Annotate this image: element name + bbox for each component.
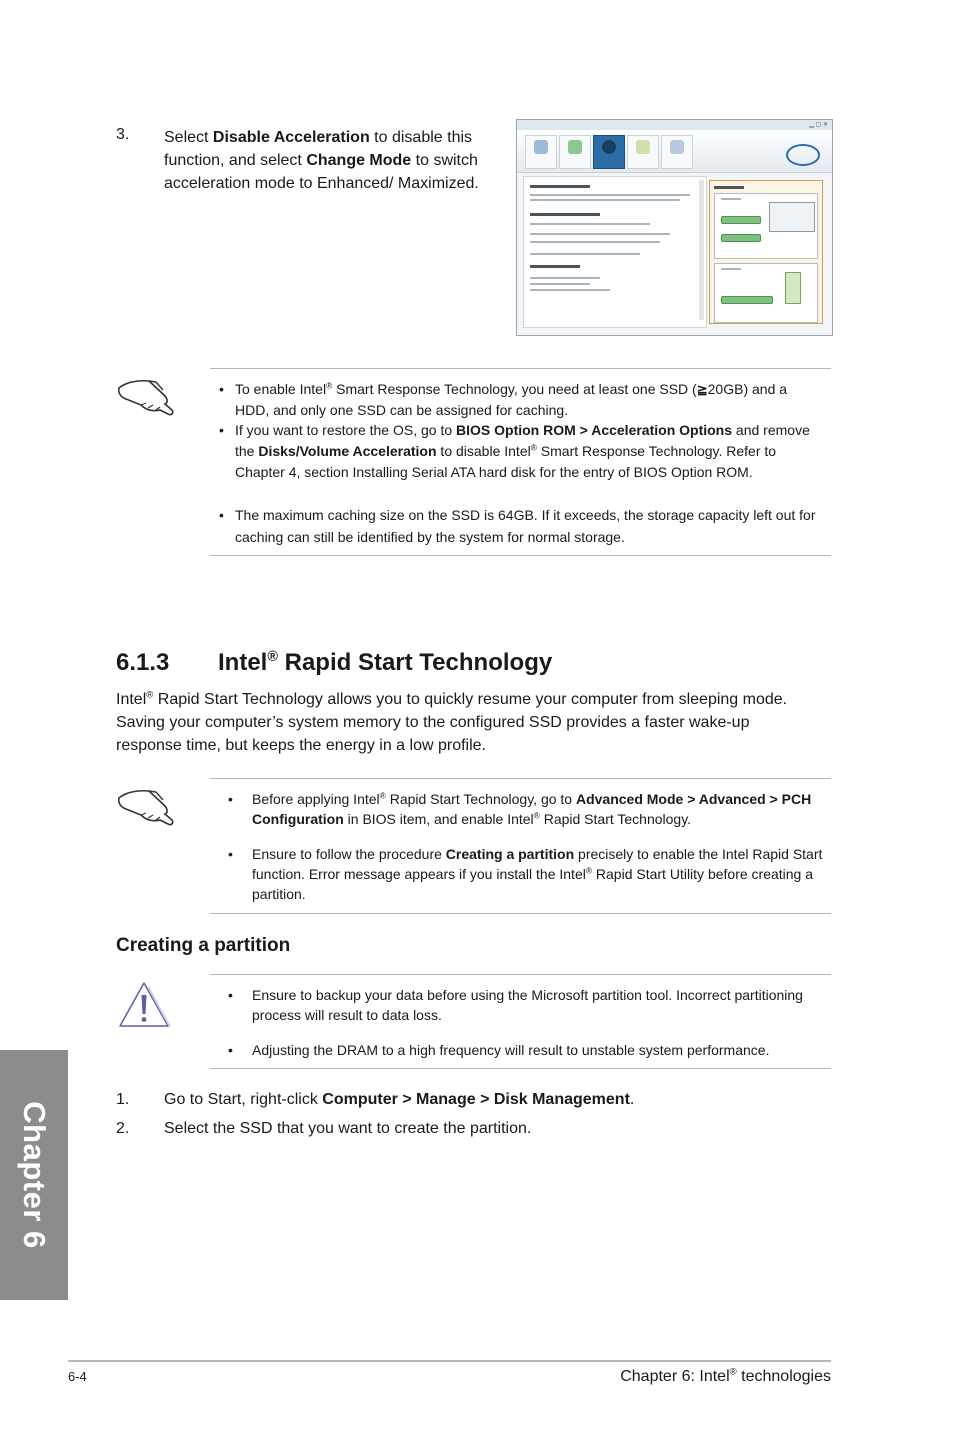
smart-storage-caching-panel bbox=[523, 176, 707, 328]
subheading: Creating a partition bbox=[116, 935, 291, 956]
step-3-text: Select Disable Acceleration to disable this function, and select Change Mode to switch acceleration mode to Enhanced/ Maximized. bbox=[164, 129, 479, 192]
warning-item-1: • Ensure to backup your data before using the Microsoft partition tool. Incorrect partitioning process will result to data loss. bbox=[228, 987, 803, 1023]
accelerate-tab-icon bbox=[593, 135, 625, 169]
section-heading: 6.1.3 Intel® Rapid Start Technology bbox=[116, 649, 553, 676]
warning-icon bbox=[117, 980, 171, 1030]
note-2-top-rule bbox=[210, 778, 831, 779]
page-number: 6-4 bbox=[68, 1369, 87, 1384]
note-1-top-rule bbox=[210, 368, 831, 369]
note-1-bottom-rule bbox=[210, 555, 831, 556]
help-tab-icon bbox=[661, 135, 693, 169]
note-2-bottom-rule bbox=[210, 913, 831, 914]
ssd-panel bbox=[714, 193, 818, 259]
preferences-tab-icon bbox=[627, 135, 659, 169]
manage-tab-icon bbox=[559, 135, 591, 169]
warning-item-2: • Adjusting the DRAM to a high frequency will result to unstable system performance. bbox=[228, 1042, 770, 1058]
note-1-item-3: • The maximum caching size on the SSD is 64GB. If it exceeds, the storage capacity left out for caching can still be identified by the system for normal storage. bbox=[219, 507, 816, 545]
window-controls-icon: ▁ ▢ ✕ bbox=[809, 122, 828, 128]
footer-chapter-title: Chapter 6: Intel® technologies bbox=[620, 1366, 831, 1385]
screenshot-toolbar bbox=[517, 130, 832, 173]
step-1-text: Go to Start, right-click Computer > Manage > Disk Management. bbox=[164, 1091, 635, 1108]
chapter-tab-label: Chapter 6 bbox=[17, 1101, 52, 1249]
step-3-number: 3. bbox=[116, 126, 130, 143]
note-2-item-2: • Ensure to follow the procedure Creating a partition precisely to enable the Intel Rapid Start function. Error message appears if you install the Intel® Rapid Start Utility before creating a partition. bbox=[228, 846, 823, 902]
section-intro-paragraph: Intel® Rapid Start Technology allows you to quickly resume your computer from sleeping mode. Saving your computer’s system memory to the configured SSD provides a faster wake-up response time, but keeps the energy in a low profile. bbox=[116, 689, 788, 754]
note-1-item-2: • If you want to restore the OS, go to BIOS Option ROM > Acceleration Options and remove the Disks/Volume Acceleration to disable Intel® Smart Response Technology. Refer to Chapter 4, section Installing Serial ATA hard disk for the entry of BIOS Option ROM. bbox=[219, 422, 810, 480]
warning-bottom-rule bbox=[210, 1068, 831, 1069]
hdd-panel bbox=[714, 263, 818, 323]
note-2-item-1: • Before applying Intel® Rapid Start Technology, go to Advanced Mode > Advanced > PCH Configuration in BIOS item, and enable Intel® Rapid Start Technology. bbox=[228, 790, 812, 827]
irst-screenshot bbox=[516, 119, 833, 336]
screenshot-scrollbar bbox=[699, 180, 704, 320]
intel-logo-icon bbox=[786, 144, 820, 166]
step-2-text: Select the SSD that you want to create the partition. bbox=[164, 1120, 532, 1137]
pointing-hand-note-icon bbox=[116, 782, 178, 828]
pointing-hand-note-icon bbox=[116, 372, 178, 418]
footer-rule bbox=[68, 1360, 831, 1362]
step-2-number: 2. bbox=[116, 1120, 130, 1137]
note-1-item-1: • To enable Intel® Smart Response Technology, you need at least one SSD (≧20GB) and a HDD, and only one SSD can be assigned for caching. bbox=[219, 380, 788, 418]
status-tab-icon bbox=[525, 135, 557, 169]
acceleration-view-panel bbox=[709, 180, 823, 324]
step-1-number: 1. bbox=[116, 1091, 130, 1108]
window-titlebar bbox=[517, 120, 832, 130]
warning-top-rule bbox=[210, 974, 831, 975]
chapter-side-tab bbox=[0, 1050, 68, 1300]
